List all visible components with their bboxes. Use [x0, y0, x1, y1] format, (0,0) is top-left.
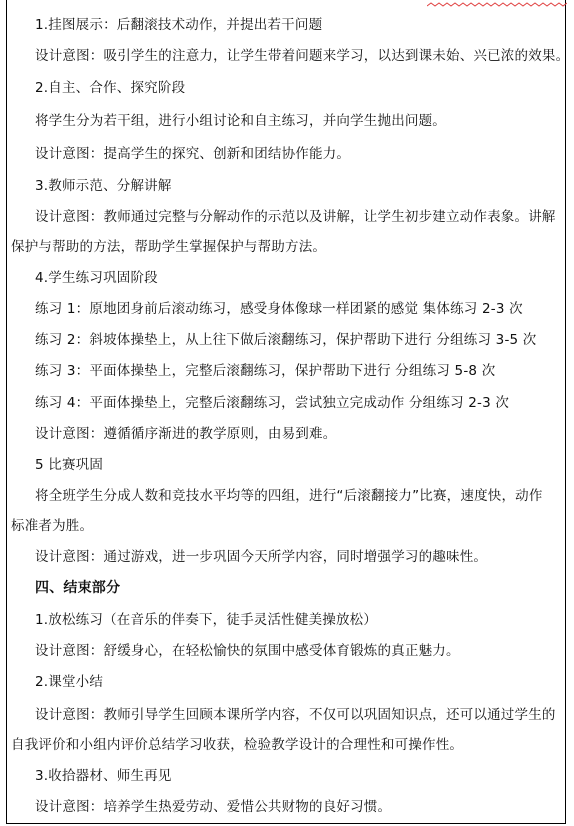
section-heading-end: 四、结束部分 [35, 580, 121, 596]
exercise-3: 练习 3：平面体操垫上，完整后滚翻练习，保护帮助下进行 分组练习 5-8 次 [35, 363, 496, 379]
paragraph: 将学生分为若干组，进行小组讨论和自主练习，并向学生抛出问题。 [35, 113, 446, 129]
design-intent: 设计意图：吸引学生的注意力，让学生带着问题来学习，以达到课未始、兴已浓的效果。 [35, 48, 570, 64]
spellcheck-squiggle [427, 2, 567, 8]
design-intent: 设计意图：培养学生热爱劳动、爱惜公共财物的良好习惯。 [35, 799, 392, 815]
design-intent-continued: 自我评价和小组内评价总结学习收获，检验教学设计的合理性和可操作性。 [11, 737, 464, 753]
item-heading-4: 4.学生练习巩固阶段 [35, 270, 158, 286]
design-intent: 设计意图：通过游戏，进一步巩固今天所学内容，同时增强学习的趣味性。 [35, 549, 488, 565]
item-heading-5: 5 比赛巩固 [35, 457, 104, 473]
exercise-2: 练习 2：斜坡体操垫上，从上往下做后滚翻练习，保护帮助下进行 分组练习 3-5 次 [35, 332, 537, 348]
item-heading-1: 1.挂图展示：后翻滚技术动作，并提出若干问题 [35, 17, 323, 33]
paragraph-continued: 标准者为胜。 [11, 518, 94, 534]
item-heading-3: 3.收拾器材、师生再见 [35, 768, 172, 784]
design-intent: 设计意图：教师引导学生回顾本课所学内容，不仅可以巩固知识点，还可以通过学生的 [35, 707, 556, 723]
design-intent: 设计意图：教师通过完整与分解动作的示范以及讲解，让学生初步建立动作表象。讲解 [35, 209, 556, 225]
item-heading-3: 3.教师示范、分解讲解 [35, 178, 172, 194]
design-intent: 设计意图：遵循循序渐进的教学原则，由易到难。 [35, 426, 337, 442]
document-page [6, 0, 570, 824]
design-intent-continued: 保护与帮助的方法，帮助学生掌握保护与帮助方法。 [11, 239, 327, 255]
item-heading-2: 2.自主、合作、探究阶段 [35, 80, 186, 96]
paragraph: 将全班学生分成人数和竞技水平均等的四组，进行“后滚翻接力”比赛，速度快，动作 [35, 488, 543, 504]
item-heading-1: 1.放松练习（在音乐的伴奏下，徒手灵活性健美操放松） [35, 612, 378, 628]
exercise-4: 练习 4：平面体操垫上，完整后滚翻练习，尝试独立完成动作 分组练习 2-3 次 [35, 395, 510, 411]
item-heading-2: 2.课堂小结 [35, 674, 104, 690]
design-intent: 设计意图：提高学生的探究、创新和团结协作能力。 [35, 146, 351, 162]
design-intent: 设计意图：舒缓身心，在轻松愉快的氛围中感受体育锻炼的真正魅力。 [35, 643, 460, 659]
exercise-1: 练习 1：原地团身前后滚动练习，感受身体像球一样团紧的感觉 集体练习 2-3 次 [35, 301, 523, 317]
